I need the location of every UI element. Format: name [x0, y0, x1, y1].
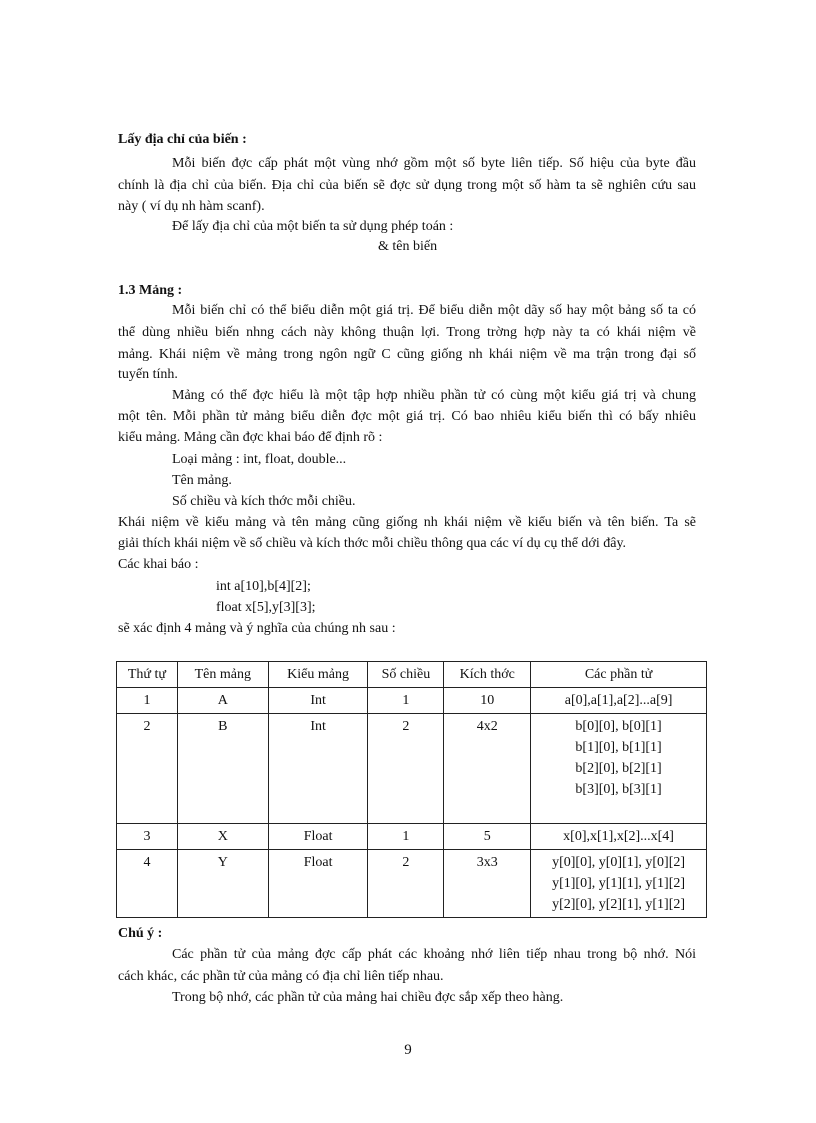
table-row: [117, 714, 707, 824]
element-line: y[0][0], y[0][1], y[0][2]: [552, 855, 686, 870]
table-cell: Float: [268, 824, 368, 850]
table-cell-elements: [531, 714, 707, 824]
element-line: y[2][0], y[2][1], y[1][2]: [552, 897, 686, 912]
paragraph-line: Mỗi biến chỉ có thể biểu diễn một giá trị. Để biểu diễn một dãy số hay một bảng số ta có: [172, 303, 696, 318]
element-line: x[0],x[1],x[2]...x[4]: [563, 829, 674, 844]
element-line: b[3][0], b[3][1]: [575, 782, 662, 797]
paragraph-line: này ( ví dụ nh hàm scanf).: [118, 199, 265, 214]
table-header-cell: Tên mảng: [177, 662, 268, 688]
heading-array: 1.3 Mảng :: [118, 283, 183, 298]
table-row: [117, 850, 707, 918]
table-cell: A: [177, 688, 268, 714]
table-cell: Int: [268, 688, 368, 714]
table-cell: 1: [368, 824, 444, 850]
element-line: b[0][0], b[0][1]: [575, 719, 662, 734]
table-cell: 2: [368, 714, 444, 824]
paragraph-line: Mảng có thể đợc hiểu là một tập hợp nhiều phần tử có cùng một kiểu giá trị và chung: [172, 388, 696, 403]
paragraph-line: mảng. Khái niệm về mảng trong ngôn ngữ C cũng giống nh khái niệm về ma trận trong đại số: [118, 347, 696, 362]
paragraph-line: một tên. Mỗi phần tử mảng biểu diễn đợc một giá trị. Có bao nhiêu kiểu biến thì có bấy nhiêu: [118, 409, 696, 424]
code-declaration: int a[10],b[4][2];: [216, 579, 311, 594]
paragraph-line: kiểu mảng. Mảng cần đợc khai báo để định rõ :: [118, 430, 383, 445]
table-cell: 5: [444, 824, 531, 850]
array-table: [116, 661, 707, 918]
paragraph-line: cách khác, các phần tử của mảng có địa chỉ liên tiếp nhau.: [118, 969, 444, 984]
paragraph-line: chính là địa chỉ của biến. Địa chỉ của biến sẽ đợc sử dụng trong một số hàm ta sẽ nghiên cứu sau: [118, 178, 696, 193]
table-cell: 10: [444, 688, 531, 714]
table-header-cell: Số chiều: [368, 662, 444, 688]
code-expression: & tên biến: [378, 239, 438, 254]
table-cell: 4x2: [444, 714, 531, 824]
element-line: b[2][0], b[2][1]: [575, 761, 662, 776]
code-declaration: float x[5],y[3][3];: [216, 600, 316, 615]
table-cell: Int: [268, 714, 368, 824]
table-cell: Y: [177, 850, 268, 918]
table-row: [117, 824, 707, 850]
table-cell: Float: [268, 850, 368, 918]
heading-note: Chú ý :: [118, 926, 163, 941]
table-cell: 1: [368, 688, 444, 714]
list-item: Số chiều và kích thớc mỗi chiều.: [172, 494, 356, 509]
paragraph-line: Khái niệm về kiểu mảng và tên mảng cũng giống nh khái niệm về kiểu biến và tên biến. Ta sẽ: [118, 515, 696, 530]
table-header-cell: Các phần tử: [531, 662, 707, 688]
element-line: a[0],a[1],a[2]...a[9]: [564, 693, 673, 708]
table-cell-elements: [531, 850, 707, 918]
paragraph-line: tuyến tính.: [118, 367, 178, 382]
table-row: [117, 688, 707, 714]
table-cell-elements: [531, 824, 707, 850]
table-cell: X: [177, 824, 268, 850]
table-cell: 1: [117, 688, 178, 714]
table-header-cell: Thứ tự: [117, 662, 178, 688]
table-cell: 2: [117, 714, 178, 824]
table-header-cell: Kiểu mảng: [268, 662, 368, 688]
paragraph-line: Để lấy địa chỉ của một biến ta sử dụng phép toán :: [172, 219, 454, 234]
paragraph-line: Trong bộ nhớ, các phần tử của mảng hai chiều đợc sắp xếp theo hàng.: [172, 990, 564, 1005]
list-item: Tên mảng.: [172, 473, 232, 488]
table-cell-elements: [531, 688, 707, 714]
page-number: 9: [404, 1042, 412, 1058]
element-line: y[1][0], y[1][1], y[1][2]: [552, 876, 686, 891]
table-header-row: [117, 662, 707, 688]
paragraph-line: Các khai báo :: [118, 557, 199, 572]
table-cell: 4: [117, 850, 178, 918]
paragraph-line: sẽ xác định 4 mảng và ý nghĩa của chúng nh sau :: [118, 621, 396, 636]
element-line: b[1][0], b[1][1]: [575, 740, 662, 755]
paragraph-line: giải thích khái niệm về số chiều và kích thớc mỗi chiều thông qua các ví dụ cụ thể dới đây.: [118, 536, 627, 551]
table-header-cell: Kích thớc: [444, 662, 531, 688]
paragraph-line: Mỗi biến đợc cấp phát một vùng nhớ gồm một số byte liên tiếp. Số hiệu của byte đầu: [172, 156, 696, 171]
list-item: Loại mảng : int, float, double...: [172, 452, 347, 467]
table-cell: 3: [117, 824, 178, 850]
table-cell: B: [177, 714, 268, 824]
paragraph-line: thể dùng nhiều biến nhng cách này không thuận lợi. Trong trờng hợp này ta có khái niệm về: [118, 325, 696, 340]
table-cell: 2: [368, 850, 444, 918]
paragraph-line: Các phần tử của mảng đợc cấp phát các khoảng nhớ liên tiếp nhau trong bộ nhớ. Nói: [172, 947, 696, 962]
table-cell: 3x3: [444, 850, 531, 918]
heading-address: Lấy địa chỉ của biến :: [118, 132, 247, 147]
